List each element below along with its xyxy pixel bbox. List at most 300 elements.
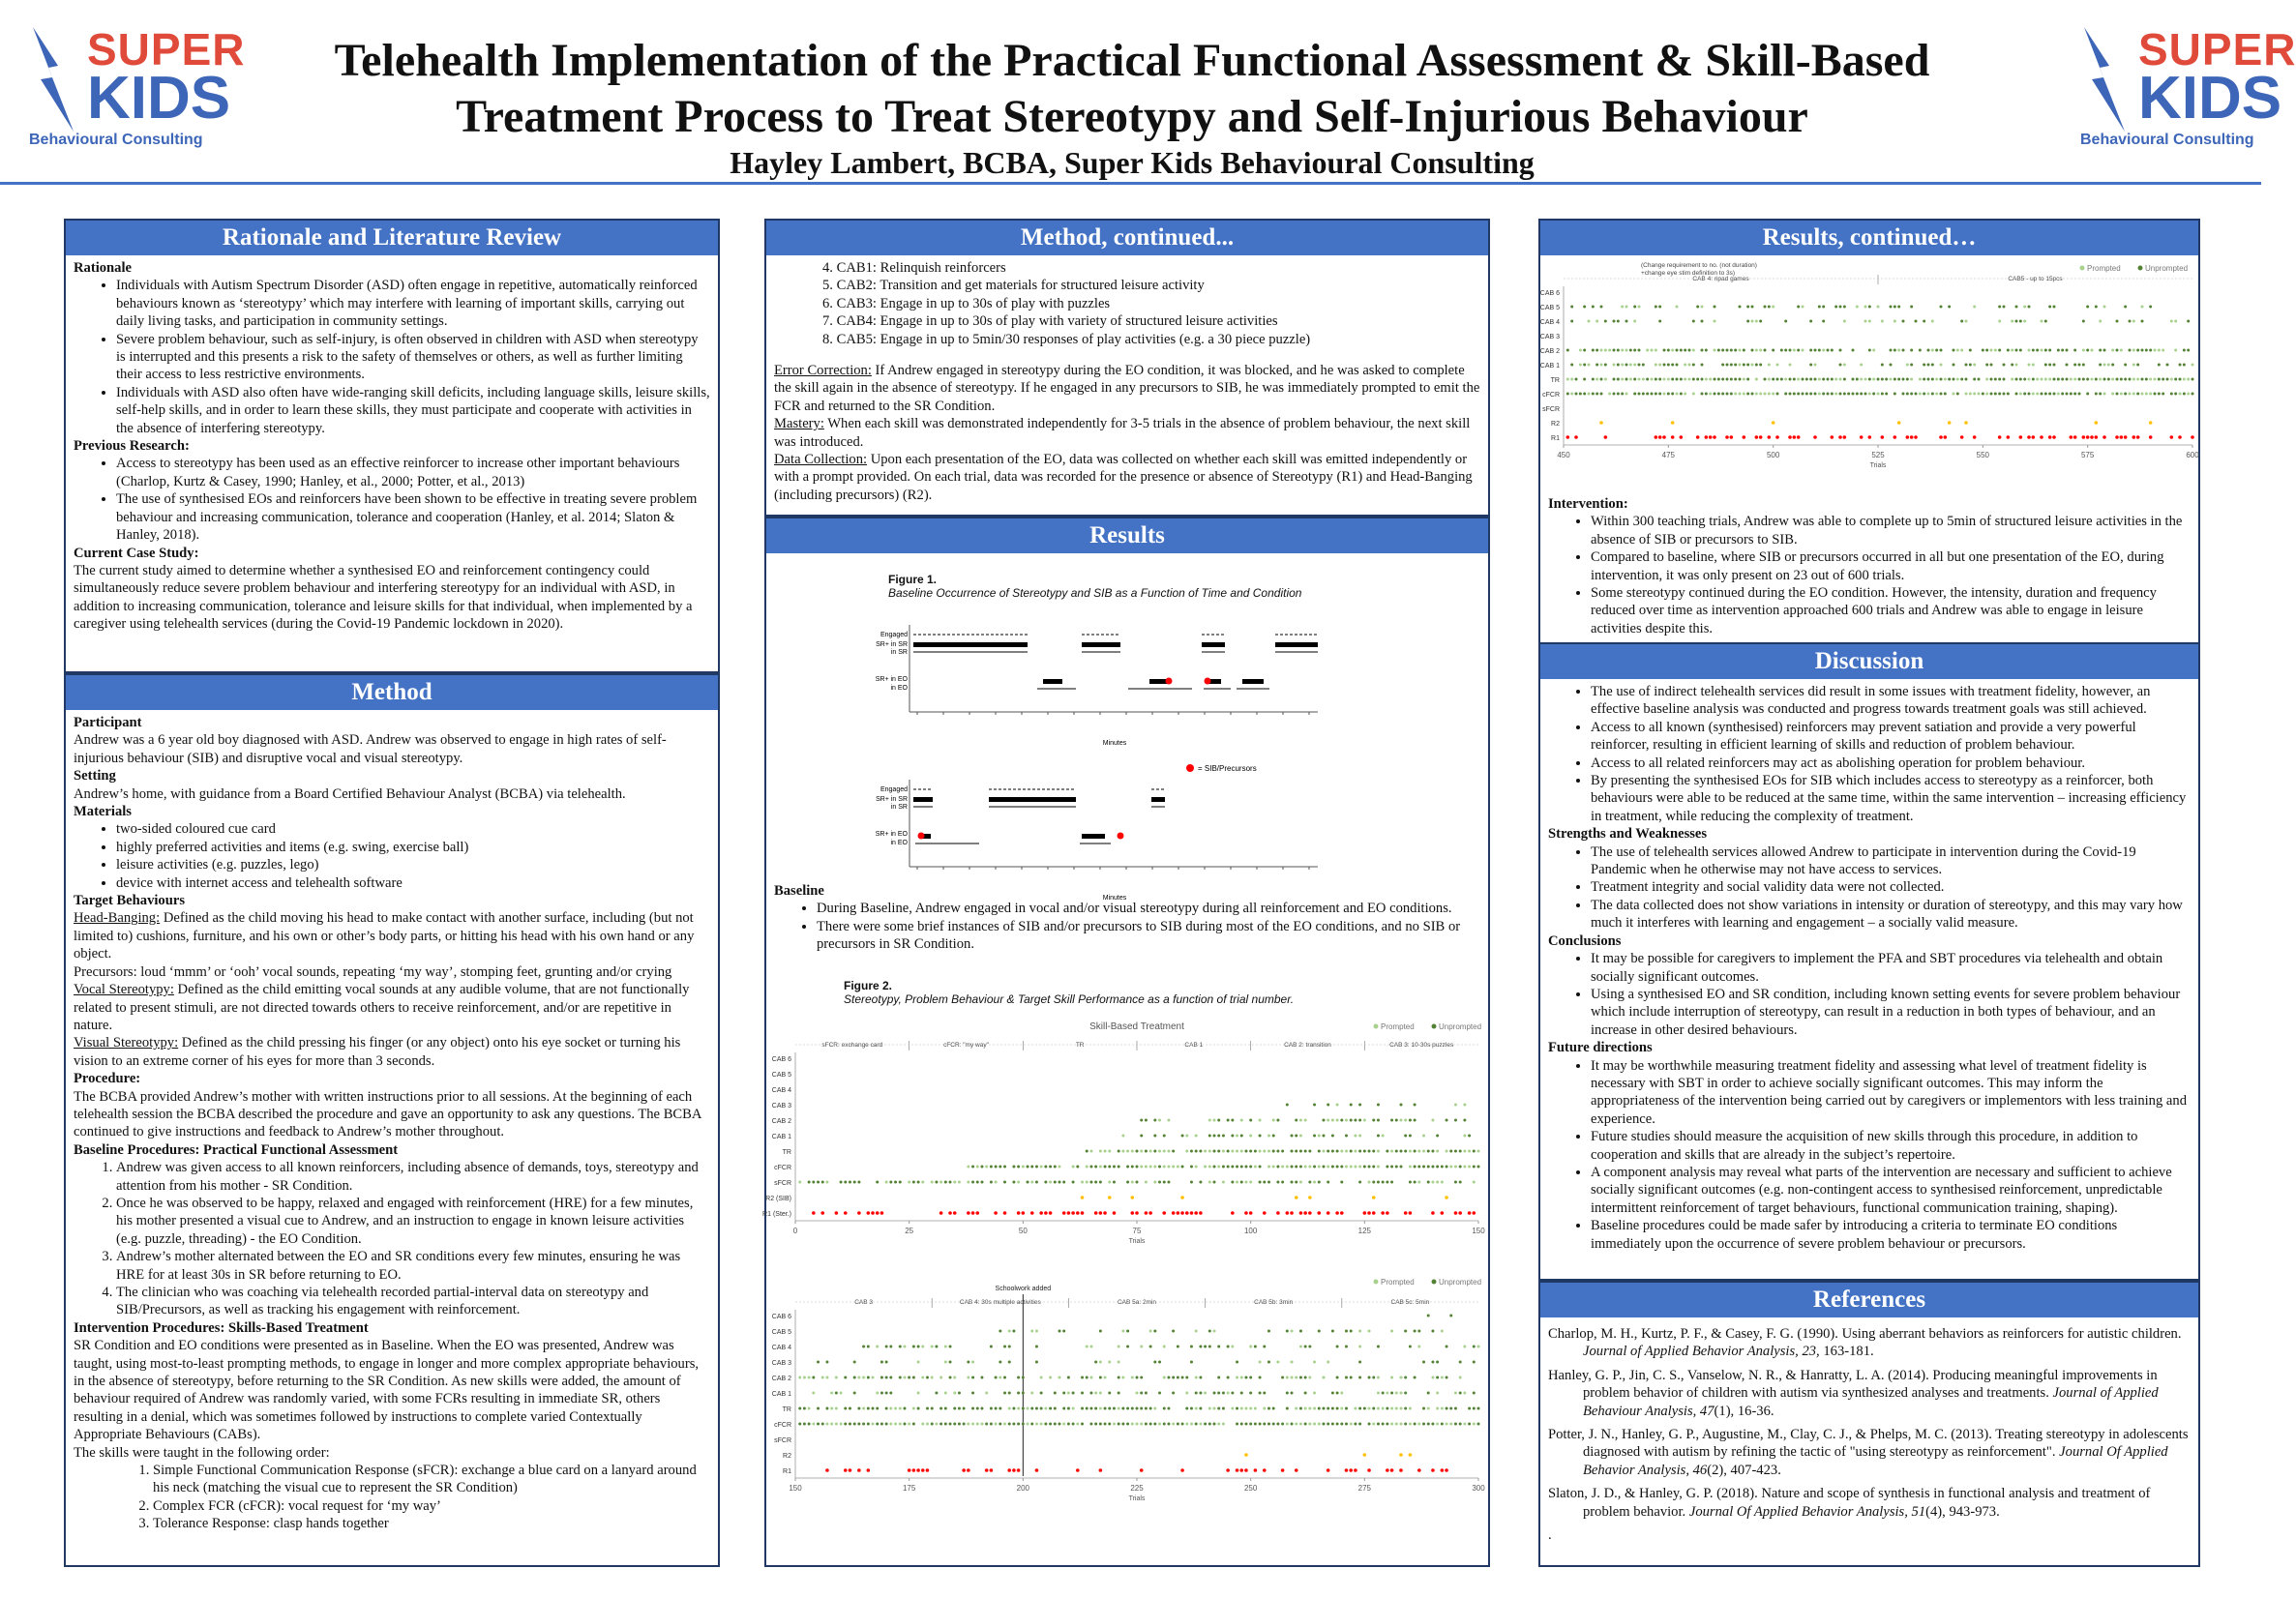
data-point xyxy=(1446,1119,1448,1122)
data-point xyxy=(1118,1407,1120,1410)
data-point xyxy=(1254,1423,1257,1426)
data-point xyxy=(1994,378,1997,381)
data-point xyxy=(1086,1150,1088,1153)
data-point xyxy=(1692,349,1695,352)
data-point xyxy=(825,1407,828,1410)
data-point xyxy=(1254,1346,1257,1348)
data-point xyxy=(1062,1330,1065,1333)
data-point xyxy=(1839,393,1842,396)
data-point xyxy=(994,1211,998,1215)
data-point xyxy=(1030,1211,1034,1215)
data-point xyxy=(1759,435,1763,439)
data-point xyxy=(1978,393,1981,396)
data-point xyxy=(1973,393,1976,396)
figure-title: Baseline Occurrence of Stereotypy and SIB as a Function of Time and Condition xyxy=(888,586,1302,600)
term: Vocal Stereotypy: xyxy=(74,982,174,998)
data-point xyxy=(1081,1423,1084,1426)
data-point xyxy=(1058,1181,1060,1184)
data-point xyxy=(1755,378,1758,381)
data-point xyxy=(1340,1181,1343,1184)
subheading: Target Behaviours xyxy=(74,893,185,909)
data-point xyxy=(1377,1166,1380,1169)
data-point xyxy=(1076,1423,1079,1426)
data-point xyxy=(889,1392,892,1395)
data-point xyxy=(1705,378,1708,381)
data-point xyxy=(1446,1346,1448,1348)
data-point xyxy=(1709,435,1713,439)
data-point xyxy=(1431,1150,1434,1153)
data-point xyxy=(1805,378,1808,381)
row-label: SR+ in SR xyxy=(876,796,908,803)
data-point xyxy=(835,1423,838,1426)
data-point xyxy=(1099,1407,1102,1410)
data-point xyxy=(1477,1423,1480,1426)
data-point xyxy=(1217,1376,1220,1379)
data-point xyxy=(1638,349,1641,352)
data-point xyxy=(1089,1166,1092,1169)
data-point xyxy=(1113,1166,1116,1169)
data-point xyxy=(1181,1135,1184,1138)
strengths-list xyxy=(1548,843,2191,932)
data-point xyxy=(1131,1150,1134,1153)
data-point xyxy=(1890,349,1893,352)
data-point xyxy=(2154,349,2157,352)
data-point xyxy=(1363,1150,1366,1153)
data-point xyxy=(2057,378,2060,381)
data-point xyxy=(1923,378,1925,381)
data-point xyxy=(1772,378,1774,381)
data-point xyxy=(1153,1150,1156,1153)
data-point xyxy=(2145,378,2148,381)
data-point xyxy=(2011,320,2013,323)
data-point xyxy=(1881,378,1884,381)
data-point xyxy=(2183,393,2186,396)
data-point xyxy=(1140,1150,1143,1153)
data-point xyxy=(2129,349,2132,352)
row-label: cFCR xyxy=(774,1165,791,1171)
data-point xyxy=(1417,1181,1420,1184)
data-point xyxy=(1030,1423,1033,1426)
x-axis-label: Minutes xyxy=(1102,740,1127,747)
discussion-list xyxy=(1548,683,2191,825)
data-point xyxy=(1322,1423,1325,1426)
data-point xyxy=(1814,349,1817,352)
data-point xyxy=(1295,1181,1297,1184)
conclusions-list xyxy=(1548,950,2191,1039)
data-point xyxy=(1726,378,1729,381)
data-point xyxy=(1199,1392,1202,1395)
section-heading: Results, continued… xyxy=(1540,221,2198,255)
list-item: • The use of indirect telehealth services did result in some issues with treatment fidelity, however, an effective baseline analysis was conducted and progress towards treatment goals was still achieved. xyxy=(1591,683,2191,719)
data-point xyxy=(1299,1407,1302,1410)
data-point xyxy=(2082,364,2085,367)
data-point xyxy=(1172,1150,1175,1153)
data-point xyxy=(1717,393,1720,396)
data-point xyxy=(1236,1135,1238,1138)
data-point xyxy=(976,1423,979,1426)
row-label: in SR xyxy=(890,649,908,656)
data-point xyxy=(1136,1392,1139,1395)
rationale-panel xyxy=(64,219,720,673)
data-point xyxy=(1153,1423,1156,1426)
data-point xyxy=(857,1423,860,1426)
data-point xyxy=(1372,1376,1375,1379)
data-point xyxy=(1003,1392,1006,1395)
data-point xyxy=(1935,378,1938,381)
data-point xyxy=(1244,1453,1248,1457)
data-point xyxy=(1204,1150,1207,1153)
data-point xyxy=(1583,306,1586,309)
term: Data Collection: xyxy=(774,452,868,468)
data-point xyxy=(1409,1211,1413,1215)
data-point xyxy=(2149,378,2152,381)
data-point xyxy=(939,1407,942,1410)
paragraph: SR Condition and EO conditions were presented as in Baseline. When the EO was presented, Andrew was taught, using most-to-least prompting methods, to engage in longer and more complex appropriate behaviours, in the absence of stereotypy, before returning to the SR Condition. As new skills were added, the amount of behaviour required of Andrew was randomly varied, with some FCRs resulting in immediate SR, others resulting in a denial, which was sometimes followed by instructions to complete varied Contextually Appropriate Behaviours (CABs). xyxy=(74,1338,700,1443)
data-point xyxy=(2082,349,2085,352)
row-label: CAB 5 xyxy=(1539,305,1560,311)
data-point xyxy=(1377,1104,1380,1107)
data-point xyxy=(853,1376,856,1379)
data-point xyxy=(1449,1166,1452,1169)
data-point xyxy=(1990,349,1993,352)
data-point xyxy=(1655,393,1657,396)
row-label: Engaged xyxy=(880,632,908,638)
data-point xyxy=(2028,378,2031,381)
data-point xyxy=(1126,1330,1129,1333)
data-point xyxy=(1667,364,1670,367)
data-point xyxy=(1113,1423,1116,1426)
data-point xyxy=(1395,1392,1398,1395)
data-point xyxy=(980,1376,983,1379)
data-point xyxy=(817,1423,820,1426)
data-point xyxy=(2015,320,2018,323)
data-point xyxy=(1049,1166,1052,1169)
data-point xyxy=(825,1361,828,1364)
data-point xyxy=(990,1407,993,1410)
data-point xyxy=(2086,378,2089,381)
row-label: CAB 6 xyxy=(771,1056,791,1063)
data-point xyxy=(1881,364,1884,367)
data-point xyxy=(835,1392,838,1395)
data-point xyxy=(1030,1392,1033,1395)
data-point xyxy=(1377,1135,1380,1138)
data-point xyxy=(1431,1119,1434,1122)
data-point xyxy=(853,1361,856,1364)
data-point xyxy=(1431,1181,1434,1184)
data-point xyxy=(1072,1423,1075,1426)
data-point xyxy=(2070,378,2072,381)
list-item: • Access to stereotypy has been used as an effective reinforcer to increase other important behaviours (Charlop, Kurtz & Casey, 1990; Hanley, et al., 2000; Potter, et al., 2013) xyxy=(116,455,710,490)
data-point xyxy=(1108,1407,1111,1410)
data-point xyxy=(862,1423,865,1426)
materials-list xyxy=(74,820,710,892)
data-point xyxy=(1236,1150,1238,1153)
data-point xyxy=(912,1407,915,1410)
data-point xyxy=(1910,349,1913,352)
data-point xyxy=(1054,1423,1057,1426)
data-point xyxy=(1049,1376,1052,1379)
data-point xyxy=(1459,1181,1462,1184)
data-point xyxy=(1363,1407,1366,1410)
data-point xyxy=(1027,1423,1029,1426)
data-point xyxy=(830,1392,833,1395)
data-point xyxy=(1931,320,1934,323)
data-point xyxy=(1313,1361,1316,1364)
data-point xyxy=(2036,393,2039,396)
data-point xyxy=(1822,320,1825,323)
data-point xyxy=(1994,349,1997,352)
data-point xyxy=(2086,349,2089,352)
data-point xyxy=(1181,1423,1184,1426)
data-point xyxy=(1583,378,1586,381)
data-point xyxy=(1249,1407,1252,1410)
data-point xyxy=(1730,435,1734,439)
data-point xyxy=(1956,349,1959,352)
data-point xyxy=(1818,378,1821,381)
data-point xyxy=(1809,364,1812,367)
data-point xyxy=(1431,1376,1434,1379)
data-point xyxy=(1944,435,1948,439)
data-point xyxy=(1468,1135,1471,1138)
phase-label: CAB 1 xyxy=(1184,1042,1204,1049)
data-point xyxy=(867,1407,870,1410)
data-point xyxy=(1743,393,1745,396)
data-point xyxy=(1931,349,1934,352)
x-tick-label: 600 xyxy=(2186,451,2199,459)
data-point xyxy=(1244,1181,1247,1184)
data-point xyxy=(1140,1407,1143,1410)
data-point xyxy=(1213,1330,1216,1333)
data-point xyxy=(1322,1119,1325,1122)
data-point xyxy=(1244,1166,1247,1169)
data-point xyxy=(2041,320,2043,323)
data-point xyxy=(2044,378,2047,381)
data-point xyxy=(1040,1166,1043,1169)
data-point xyxy=(2179,393,2182,396)
data-point xyxy=(1162,1211,1166,1215)
legend-prompted: Prompted xyxy=(2087,264,2121,273)
data-point xyxy=(821,1376,824,1379)
data-point xyxy=(1473,1346,1476,1348)
data-point xyxy=(1072,1407,1075,1410)
data-point xyxy=(1902,349,1905,352)
legend-unprompted-marker xyxy=(2138,266,2143,271)
data-point xyxy=(1768,393,1771,396)
data-point xyxy=(1856,378,1859,381)
data-point xyxy=(1267,1330,1270,1333)
data-point xyxy=(1231,1392,1234,1395)
data-point xyxy=(1843,306,1846,309)
data-point xyxy=(1350,1166,1353,1169)
data-point xyxy=(1058,1376,1060,1379)
data-point xyxy=(2158,393,2161,396)
data-point xyxy=(1295,1135,1297,1138)
data-point xyxy=(1743,435,1746,439)
list-item: • Baseline procedures could be made safer by introducing a criteria to terminate EO conditions immediately upon the occurrence of severe problem behaviour or precursors. xyxy=(1591,1217,2191,1253)
data-point xyxy=(1163,1135,1166,1138)
data-point xyxy=(1985,364,1988,367)
data-point xyxy=(1286,1392,1289,1395)
data-point xyxy=(1350,1150,1353,1153)
data-point xyxy=(1158,1423,1161,1426)
term: Error Correction: xyxy=(774,363,872,379)
data-point xyxy=(921,1181,924,1184)
poster-header xyxy=(0,0,2296,184)
data-point xyxy=(926,1468,930,1472)
data-point xyxy=(1893,320,1896,323)
list-item: • The use of synthesised EOs and reinforcers have been shown to be effective in treating severe problem behaviour and increasing communication, tolerance and cooperation (Hanley, et al. 2014; Slaton & Hanley, 2018). xyxy=(116,490,710,544)
data-point xyxy=(1780,349,1783,352)
data-point xyxy=(1638,393,1641,396)
data-point xyxy=(2073,435,2077,439)
data-point xyxy=(1318,1135,1321,1138)
data-point xyxy=(1570,364,1573,367)
data-point xyxy=(1633,306,1636,309)
data-point xyxy=(1372,1211,1376,1215)
data-point xyxy=(1322,1407,1325,1410)
data-point xyxy=(1295,1150,1297,1153)
data-point xyxy=(1414,1181,1416,1184)
data-point xyxy=(1789,349,1792,352)
data-point xyxy=(995,1181,998,1184)
data-point xyxy=(999,1166,1001,1169)
data-point xyxy=(1372,1423,1375,1426)
data-point xyxy=(1358,1423,1361,1426)
data-point xyxy=(1386,1407,1388,1410)
data-point xyxy=(1153,1135,1156,1138)
data-point xyxy=(1890,306,1893,309)
data-point xyxy=(1839,364,1842,367)
data-point xyxy=(1244,1468,1248,1472)
data-point xyxy=(2132,393,2135,396)
data-point xyxy=(1831,393,1834,396)
data-point xyxy=(1734,349,1737,352)
data-point xyxy=(1570,378,1573,381)
chart-note: (Change requirement to no. (not duration) xyxy=(1641,262,1757,269)
data-point xyxy=(1390,1166,1393,1169)
data-point xyxy=(2141,349,2144,352)
data-point xyxy=(825,1468,829,1472)
list-item: 8. CAB5: Engage in up to 5min/30 responses of play activities (e.g. a 30 piece puzzle) xyxy=(822,331,1311,347)
data-point xyxy=(1714,306,1716,309)
data-point xyxy=(1868,349,1871,352)
data-point xyxy=(967,1166,969,1169)
data-point xyxy=(1625,349,1628,352)
data-point xyxy=(1354,1150,1357,1153)
data-point xyxy=(1291,1181,1294,1184)
logo-kids: KIDS xyxy=(87,65,231,132)
data-point xyxy=(1259,1150,1262,1153)
data-point xyxy=(1276,1361,1279,1364)
data-point xyxy=(985,1468,989,1472)
data-point xyxy=(2103,306,2106,309)
data-point xyxy=(894,1181,897,1184)
data-point xyxy=(1299,1423,1302,1426)
data-point xyxy=(1022,1407,1025,1410)
data-point xyxy=(1104,1150,1107,1153)
data-point xyxy=(1629,378,1632,381)
data-point xyxy=(1044,1181,1047,1184)
data-point xyxy=(1998,378,2001,381)
data-point xyxy=(1240,1135,1243,1138)
data-point xyxy=(1153,1361,1156,1364)
data-point xyxy=(1872,378,1875,381)
data-point xyxy=(1118,1376,1120,1379)
data-point xyxy=(844,1407,847,1410)
discussion-body xyxy=(1540,679,2198,1257)
data-point xyxy=(1259,1166,1262,1169)
data-point xyxy=(885,1346,888,1348)
data-point xyxy=(1099,1181,1102,1184)
data-point xyxy=(1714,393,1716,396)
data-point xyxy=(2132,378,2135,381)
data-point xyxy=(1231,1119,1234,1122)
data-point xyxy=(885,1376,888,1379)
data-point xyxy=(1331,1135,1334,1138)
data-point xyxy=(2111,349,2114,352)
data-point xyxy=(1436,1392,1439,1395)
data-point xyxy=(1852,378,1855,381)
data-point xyxy=(1035,1330,1038,1333)
data-point xyxy=(853,1392,856,1395)
data-point xyxy=(917,1392,920,1395)
data-point xyxy=(1436,1181,1439,1184)
data-point xyxy=(1377,1392,1380,1395)
data-point xyxy=(1035,1423,1038,1426)
data-point xyxy=(1595,320,1598,323)
data-point xyxy=(1868,435,1872,439)
data-point xyxy=(1592,306,1595,309)
data-point xyxy=(1118,1361,1120,1364)
data-point xyxy=(1414,1104,1416,1107)
data-point xyxy=(1118,1166,1120,1169)
data-point xyxy=(1431,1468,1435,1472)
data-point xyxy=(1793,349,1796,352)
data-point xyxy=(2040,435,2043,439)
data-point xyxy=(1208,1166,1211,1169)
data-point xyxy=(876,1181,879,1184)
data-point xyxy=(1327,1104,1329,1107)
data-point xyxy=(1604,349,1607,352)
data-point xyxy=(2086,306,2089,309)
data-point xyxy=(1856,393,1859,396)
data-point xyxy=(1473,1150,1476,1153)
data-point xyxy=(1746,393,1749,396)
data-point xyxy=(1204,1392,1207,1395)
data-point xyxy=(2048,378,2051,381)
data-point xyxy=(1390,1181,1393,1184)
data-point xyxy=(1003,1211,1007,1215)
data-point xyxy=(1935,349,1938,352)
data-point xyxy=(849,1181,851,1184)
data-point xyxy=(980,1181,983,1184)
data-point xyxy=(1303,1211,1307,1215)
row-label: TR xyxy=(782,1149,791,1156)
data-point xyxy=(1172,1211,1176,1215)
data-point xyxy=(1688,364,1691,367)
data-point xyxy=(2116,378,2119,381)
data-point xyxy=(1295,1376,1297,1379)
legend-prompted: Prompted xyxy=(1381,1278,1415,1287)
data-point xyxy=(1579,364,1582,367)
data-point xyxy=(1167,1423,1170,1426)
data-point xyxy=(1062,1211,1066,1215)
data-point xyxy=(1217,1407,1220,1410)
data-point xyxy=(1185,1423,1188,1426)
data-point xyxy=(1658,306,1661,309)
data-point xyxy=(1940,349,1943,352)
sib-marker xyxy=(1166,678,1173,685)
